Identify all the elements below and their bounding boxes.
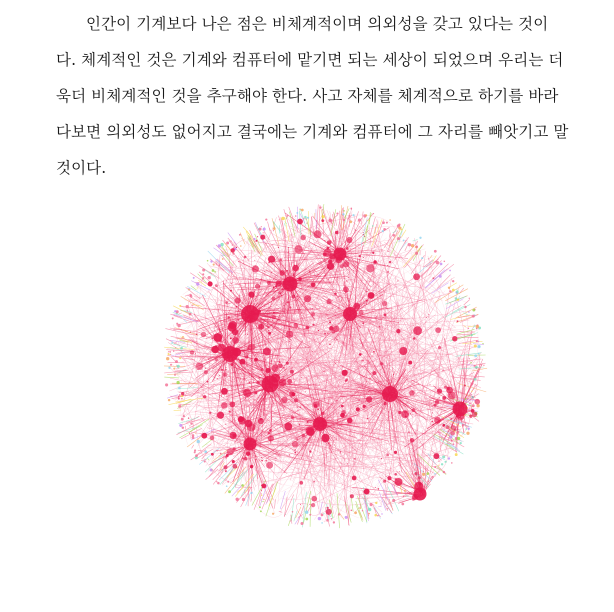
network-graph-figure bbox=[140, 194, 520, 544]
paragraph-line-1: 인간이 기계보다 나은 점은 비체계적이며 의외성을 갖고 있다는 것이 bbox=[86, 15, 549, 33]
body-paragraph bbox=[56, 6, 584, 186]
paragraph-line-4: 다보면 의외성도 없어지고 결국에는 기계와 컴퓨터에 그 자리를 빼앗기고 말 bbox=[56, 123, 569, 141]
network-graph-image bbox=[140, 194, 520, 544]
paragraph-line-5: 것이다. bbox=[56, 159, 107, 177]
paragraph-line-2: 다. 체계적인 것은 기계와 컴퓨터에 맡기면 되는 세상이 되었으며 우리는 더 bbox=[56, 51, 564, 69]
paragraph-line-3: 욱더 비체계적인 것을 추구해야 한다. 사고 자체를 체계적으로 하기를 바라 bbox=[56, 87, 559, 105]
